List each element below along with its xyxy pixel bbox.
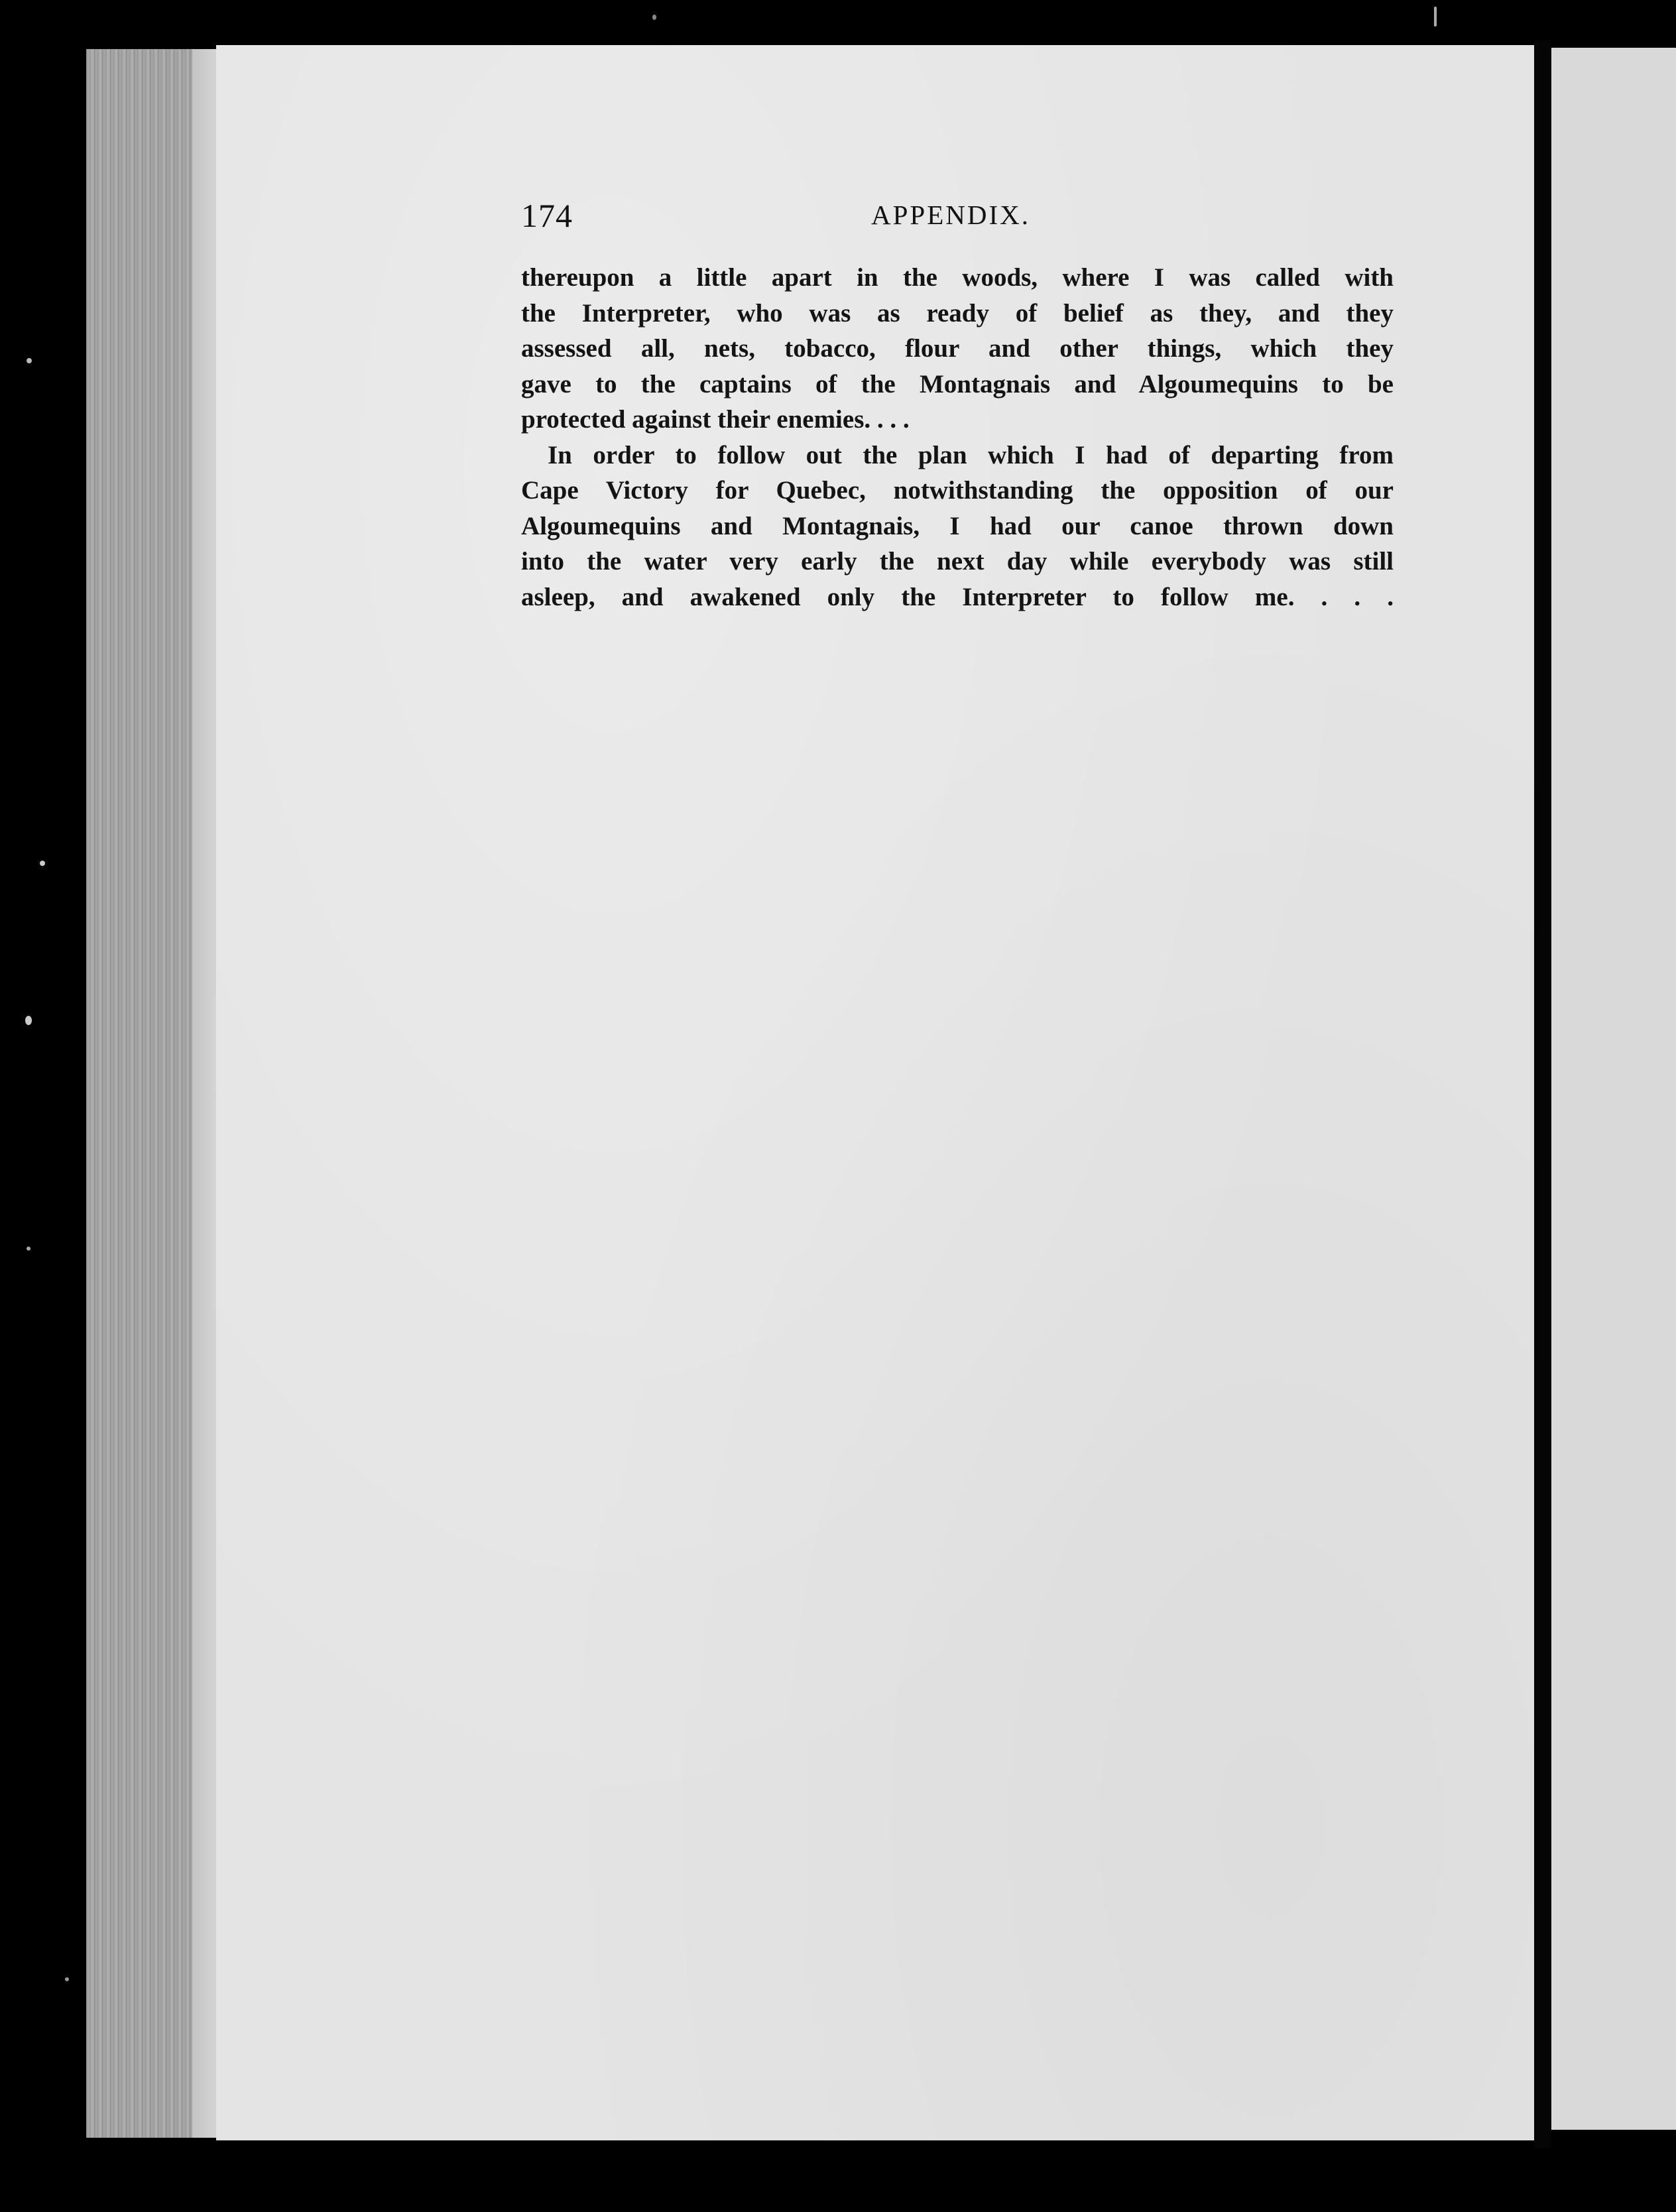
text-line: Algoumequins and Montagnais, I had our canoe thrown down — [521, 511, 1394, 540]
stacked-page-edges — [86, 49, 219, 2138]
book-gutter — [1534, 40, 1551, 2148]
body-text — [521, 260, 1394, 615]
running-title: APPENDIX. — [871, 200, 1030, 230]
page-number: 174 — [521, 197, 573, 234]
text-line: asleep, and awakened only the Interpreter to follow me. . . . — [521, 582, 1394, 611]
text-line: thereupon a little apart in the woods, where I was called with — [521, 263, 1394, 292]
text-line: protected against their enemies. . . . — [521, 405, 910, 434]
text-line: Cape Victory for Quebec, notwithstanding the opposition of our — [521, 476, 1394, 505]
text-line: into the water very early the next day while everybody was still — [521, 547, 1394, 576]
text-line: In order to follow out the plan which I had of departing from — [548, 440, 1394, 469]
scan-speck — [27, 1247, 30, 1251]
scan-speck — [65, 1977, 69, 1981]
scan-speck — [652, 15, 656, 20]
scan-speck — [40, 861, 45, 866]
text-line: assessed all, nets, tobacco, flour and other things, which they — [521, 334, 1394, 363]
running-head — [521, 196, 1394, 236]
facing-page-edge — [1551, 48, 1676, 2130]
scan-speck — [27, 358, 32, 363]
text-line: gave to the captains of the Montagnais and Algoumequins to be — [521, 369, 1394, 399]
text-line: the Interpreter, who was as ready of belief as they, and they — [521, 298, 1394, 328]
scan-speck — [25, 1016, 32, 1025]
scan-speck — [1434, 7, 1437, 27]
